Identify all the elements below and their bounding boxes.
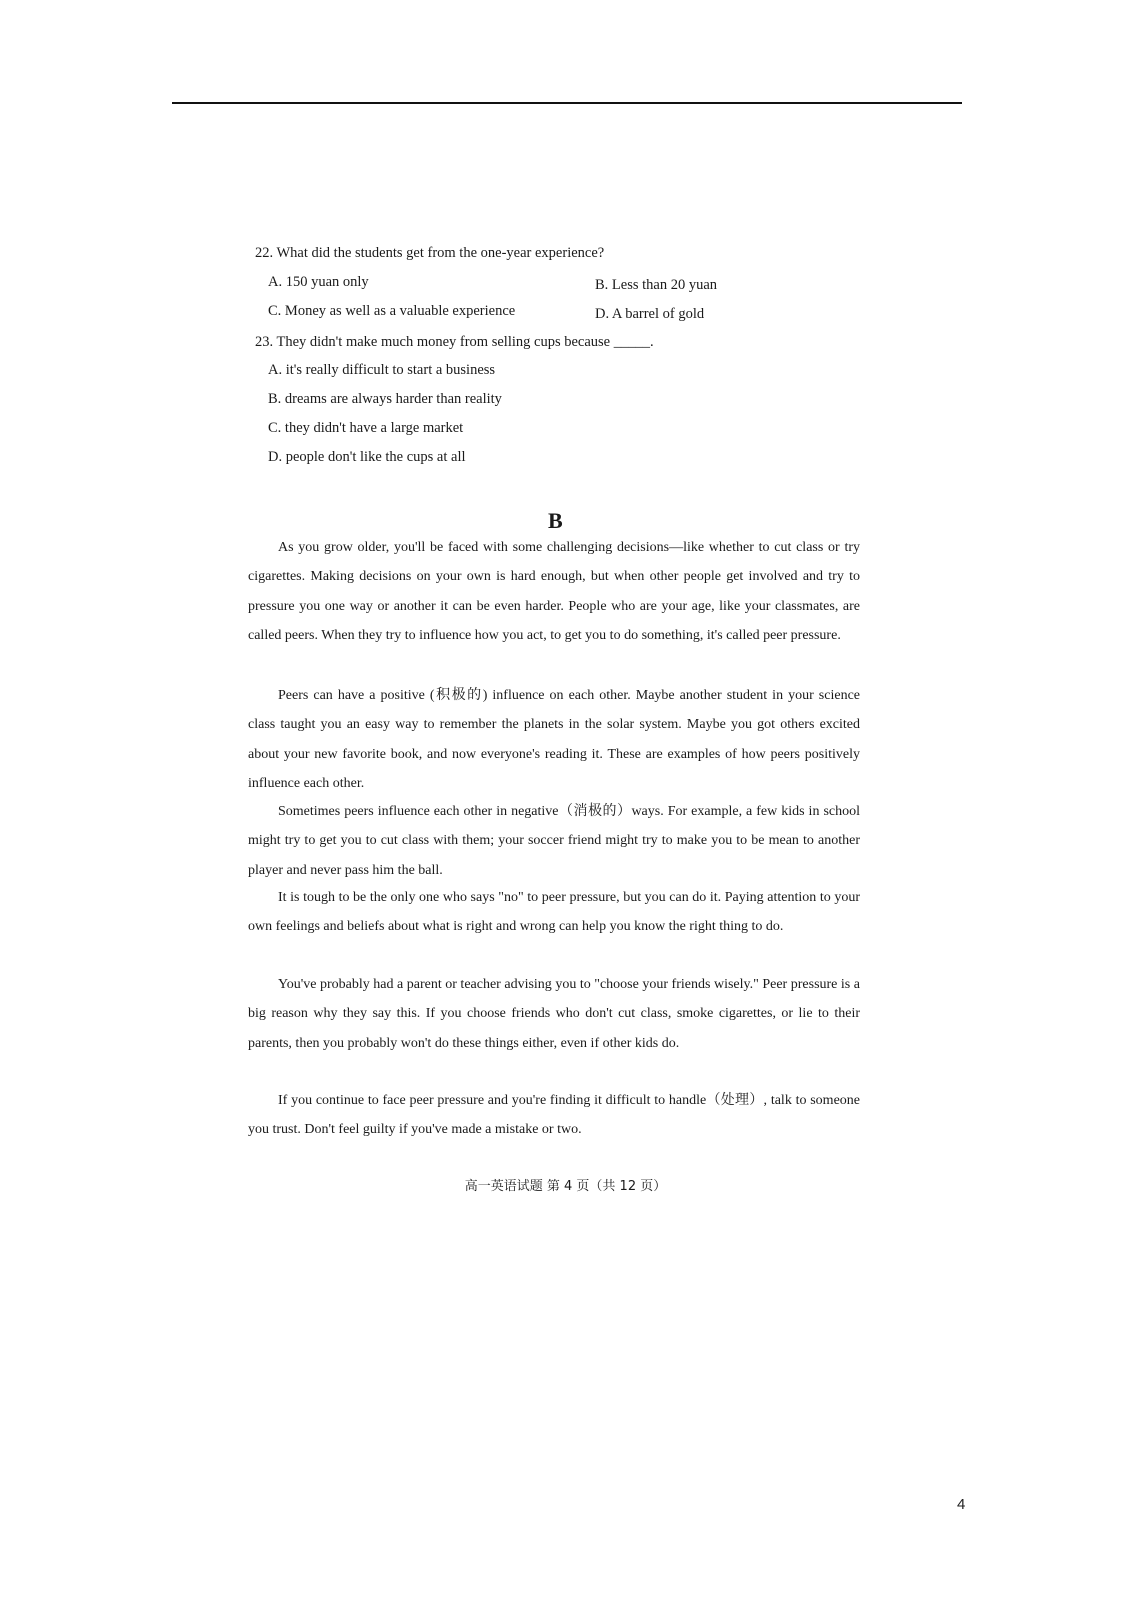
passage-paragraph-1: As you grow older, you'll be faced with some challenging decisions—like whether to cut class or try cigarettes. Making decisions on your own is hard enough, but when other people get involved and try to pressure you one way or another it can be even harder. People who are your age, like your classmates, are called peers. When they try to influence how you act, to get you to do something, it's called peer pressure. [248,540,860,643]
question-23-option-a: A. it's really difficult to start a business [268,362,496,378]
question-22-option-d: D. A barrel of gold [595,306,705,322]
question-23-option-c: C. they didn't have a large market [268,420,464,436]
question-22-option-b: B. Less than 20 yuan [595,277,718,293]
passage-paragraph-5: You've probably had a parent or teacher advising you to "choose your friends wisely." Peer pressure is a big reason why they say this. If you choose friends who don't cut class, smoke cigarettes, or lie to their parents, then you probably won't do these things either, even if other kids do. [248,977,860,1051]
question-23-stem: 23. They didn't make much money from selling cups because _____. [255,334,654,350]
section-b-heading: B [548,508,563,533]
question-23-option-b: B. dreams are always harder than reality [268,391,502,407]
passage-paragraph-3: Sometimes peers influence each other in negative（消极的）ways. For example, a few kids in school might try to get you to cut class with them; your soccer friend might try to make you to be mean to another player and never pass him the ball. [248,804,860,878]
question-22-option-c: C. Money as well as a valuable experience [268,303,516,319]
passage-paragraph-2: Peers can have a positive (积极的) influence on each other. Maybe another student in your science class taught you an easy way to remember the planets in the solar system. Maybe you got others excited about your new favorite book, and now everyone's reading it. These are examples of how peers positively influence each other. [248,688,860,791]
question-23-option-d: D. people don't like the cups at all [268,449,466,465]
question-22-option-a: A. 150 yuan only [268,274,369,290]
page-number: 4 [957,1496,966,1513]
question-22-stem: 22. What did the students get from the one-year experience? [255,245,605,261]
passage-paragraph-6: If you continue to face peer pressure and you're finding it difficult to handle（处理）, talk to someone you trust. Don't feel guilty if you've made a mistake or two. [248,1093,860,1138]
page-footer: 高一英语试题 第 4 页（共 12 页） [464,1179,667,1194]
passage-paragraph-4: It is tough to be the only one who says "no" to peer pressure, but you can do it. Paying attention to your own feelings and beliefs about what is right and wrong can help you know the right thing to do. [248,890,860,935]
header-rule [172,102,962,104]
